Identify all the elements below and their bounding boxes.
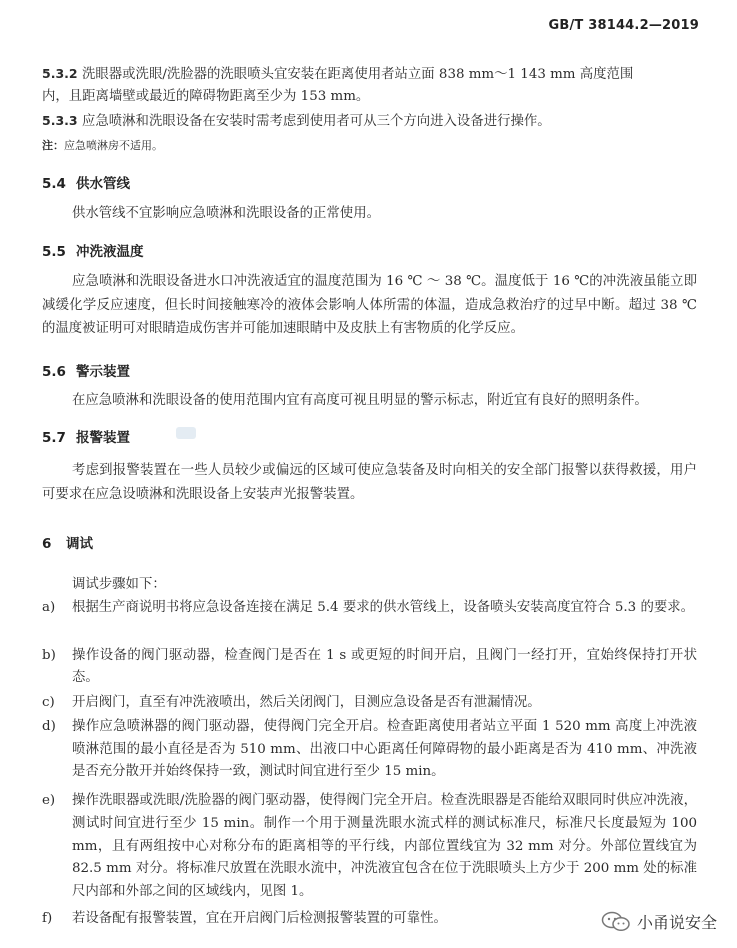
list-marker: b) [42, 648, 56, 663]
note [42, 137, 163, 153]
faint-stamp-icon [176, 427, 196, 439]
clause-number: 5.3.3 [42, 113, 78, 128]
section-body-5-6: 在应急喷淋和洗眼设备的使用范围内宜有高度可视且明显的警示标志，附近宜有良好的照明条件。 [72, 393, 648, 408]
section-heading-5-6 [42, 360, 130, 380]
list-marker: a) [42, 600, 56, 615]
clause-number: 5.3.2 [42, 66, 78, 81]
note-text: 应急喷淋房不适用。 [64, 139, 163, 152]
section-number: 5.6 [42, 364, 66, 380]
list-marker: e) [42, 793, 56, 808]
list-item [42, 790, 697, 904]
list-item-text: 操作应急喷淋器的阀门驱动器，使得阀门完全开启。检查距离使用者站立平面 1 520 mm 高度上冲洗液喷淋范围的最小直径是否为 510 mm、出液口中心距离任何障碍物的最小距离是否为 410 mm、冲洗液是否充分散开并始终保持一致，测试时间宜进行至少 15 min。 [72, 719, 697, 779]
section-heading-5-5 [42, 240, 144, 260]
list-item [42, 597, 697, 619]
section-body-5-4: 供水管线不宜影响应急喷淋和洗眼设备的正常使用。 [72, 206, 380, 221]
section-title: 调试 [66, 536, 93, 552]
list-item-text: 开启阀门，直至有冲洗液喷出，然后关闭阀门，目测应急设备是否有泄漏情况。 [72, 695, 541, 710]
clause-5-3-3 [42, 111, 697, 133]
list-item-text: 根据生产商说明书将应急设备连接在满足 5.4 要求的供水管线上，设备喷头安装高度宜符合 5.3 的要求。 [72, 600, 695, 615]
section-title: 冲洗液温度 [76, 244, 144, 260]
section-title: 报警装置 [76, 430, 130, 446]
list-item [42, 645, 697, 689]
clause-text: 应急喷淋和洗眼设备在安装时需考虑到使用者可从三个方向进入设备进行操作。 [82, 114, 551, 129]
note-label: 注： [42, 139, 64, 152]
list-item [42, 692, 697, 714]
standard-code-header: GB/T 38144.2—2019 [548, 18, 699, 33]
section-heading-5-7 [42, 426, 130, 446]
section-heading-5-4 [42, 172, 130, 192]
section-heading-6 [42, 532, 93, 552]
wechat-icon [601, 911, 631, 933]
list-marker: c) [42, 695, 55, 710]
section-number: 5.7 [42, 430, 66, 446]
section-body-5-7: 考虑到报警装置在一些人员较少或偏远的区域可使应急装备及时向相关的安全部门报警以获得救援，用户可要求在应急设喷淋和洗眼设备上安装声光报警装置。 [42, 463, 697, 502]
steps-intro: 调试步骤如下： [72, 577, 166, 592]
section-number: 5.5 [42, 244, 66, 260]
account-watermark [601, 910, 717, 933]
section-title: 警示装置 [76, 364, 130, 380]
section-title: 供水管线 [76, 176, 130, 192]
section-number: 5.4 [42, 176, 66, 192]
clause-text-continued: 内，且距离墙壁或最近的障碍物距离至少为 153 mm。 [42, 89, 370, 104]
list-marker: f) [42, 911, 53, 926]
list-item-text: 若设备配有报警装置，宜在开启阀门后检测报警装置的可靠性。 [72, 911, 447, 926]
watermark-text: 小甬说安全 [636, 913, 717, 932]
list-item [42, 908, 697, 930]
section-number: 6 [42, 536, 52, 552]
list-marker: d) [42, 719, 56, 734]
list-item [42, 716, 697, 784]
clause-5-3-2 [42, 63, 697, 108]
section-body-5-5: 应急喷淋和洗眼设备进水口冲洗液适宜的温度范围为 16 ℃ ～ 38 ℃。温度低于 16 ℃的冲洗液虽能立即减缓化学反应速度，但长时间接触寒冷的液体会影响人体所需的体温，造成急救治疗的过早中断。超过 38 ℃的温度被证明可对眼睛造成伤害并可能加速眼睛中及皮肤上有害物质的化学反应。 [42, 274, 697, 336]
list-item-text: 操作设备的阀门驱动器，检查阀门是否在 1 s 或更短的时间开启，且阀门一经打开，宜始终保持打开状态。 [72, 648, 697, 685]
list-item-text: 操作洗眼器或洗眼/洗脸器的阀门驱动器，使得阀门完全开启。检查洗眼器是否能给双眼同时供应冲洗液，测试时间宜进行至少 15 min。制作一个用于测量洗眼水流式样的测试标准尺，标准尺长度最短为 100 mm，且有两组按中心对称分布的距离相等的平行线，内部位置线宜为 32 mm 对分。外部位置线宜为 82.5 mm 对分。将标准尺放置在洗眼水流中，冲洗液宜包含在位于洗眼喷头上方少于 200 mm 处的标准尺内部和外部之间的区域线内，见图 1。 [72, 793, 697, 900]
clause-text: 洗眼器或洗眼/洗脸器的洗眼喷头宜安装在距离使用者站立面 838 mm～1 143 mm 高度范围 [82, 67, 634, 82]
